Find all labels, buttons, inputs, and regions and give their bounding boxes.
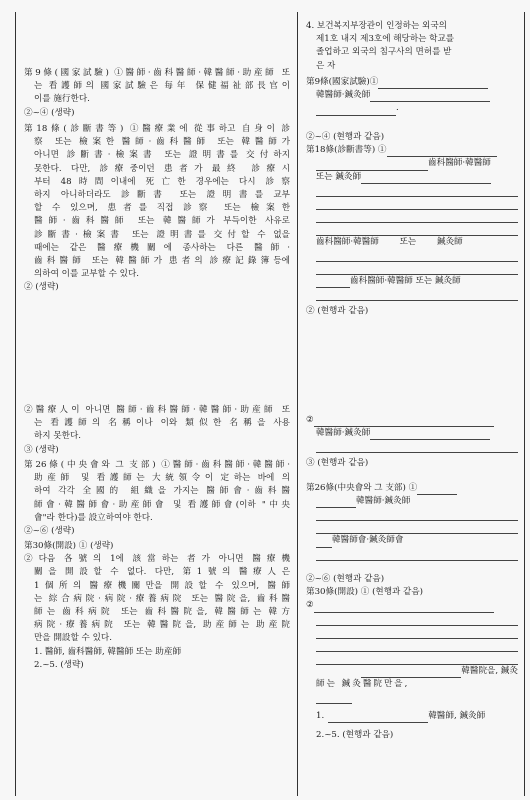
text-line: 診斷書·檢案書 또는 證明書를 交付할 수 없을 [34, 229, 290, 240]
article-9-proposed [306, 76, 518, 116]
text-line: 하지 아니하더라도 診斷書 또는 證明書를 교부 [34, 190, 290, 201]
text-line: 의하여 이를 교부할 수 있다. [34, 269, 139, 280]
article-9-current [24, 67, 290, 120]
text-line: 第9條(國家試驗)① [306, 77, 379, 87]
text-line: 부터 48時間이내에 死亡한 경우에는 다시 診察 [34, 176, 290, 187]
text-line: 關을 開設할 수 없다. 다만, 第1號의 醫療人은 [34, 567, 290, 578]
text-line: 또는 鍼灸師 [316, 171, 362, 182]
article-25-proposed [306, 414, 518, 471]
text-line: 病院·療養病院 또는 韓醫院을, 助産師는 助産院 [34, 620, 290, 631]
text-line: . [396, 103, 399, 114]
text-line: 은 자 [316, 60, 336, 71]
text-line: ②~④ (생략) [24, 107, 75, 118]
article-26-proposed [306, 482, 518, 561]
text-line: 助産師 및 看護師는 大統領令이 定하는 바에 의 [34, 473, 290, 484]
text-line: 師會·韓醫師會·助産師會 및 看護師會(이하 "中央 [34, 499, 290, 510]
text-line: ② [306, 415, 314, 425]
text-line: 4. 보건복지부장관이 인정하는 외국의 [306, 21, 447, 31]
article-30-current [24, 540, 290, 672]
article-18-current [24, 123, 290, 295]
text-line: 第30條(開設) ① (현행과 같음) [306, 587, 424, 598]
text-line: 만을 開設할 수 있다. [34, 633, 112, 644]
text-line: 또는 [399, 236, 417, 247]
text-line: 하지 못한다. [34, 431, 81, 442]
text-line: ②~⑥ (현행과 같음) [306, 574, 385, 584]
text-line: 는 看護師의 名稱이나 이와 類似한 名稱을 사용 [34, 418, 290, 429]
text-line: 못한다. 다만, 診療중이던 患者가 最終 診療시 [34, 163, 290, 174]
text-line: 第30條(開設) ① (생략) [24, 541, 114, 551]
text-line: 졸업하고 외국의 침구사의 면허를 받 [316, 47, 452, 58]
text-line: 는 綜合病院·病院·療養病院 또는 醫院을, 齒科醫 [34, 593, 290, 604]
text-line: 제1호 내지 제3호에 해당하는 학교를 [316, 34, 455, 45]
text-line: ② (현행과 같음) [306, 306, 369, 317]
text-line: ②다음 各號의 1에 該當하는 者가 아니면 醫療機 [24, 554, 290, 565]
text-line: ③ (생략) [24, 444, 59, 455]
text-line: 齒科醫師·韓醫師 [428, 158, 491, 169]
text-line: 1個所의 醫療機關만을 開設할 수 있으며, 醫師 [34, 580, 290, 591]
text-line: ② [306, 600, 314, 611]
text-line: 會"라 한다)를 設立하여야 한다. [34, 512, 153, 523]
text-line: 鍼灸師 [436, 236, 463, 247]
text-line: 1. [316, 711, 325, 722]
text-line: 아니면 診斷書·檢案書 또는 證明書를 交付하지 [34, 150, 290, 161]
text-line: 第9條(國家試驗) ①醫師·齒科醫師·韓醫師·助産師 또 [24, 68, 290, 78]
text-line: 때에는 같은 醫療機關에 종사하는 다른 醫師· [34, 242, 290, 253]
text-line: 齒科醫師·韓醫師 [316, 236, 379, 247]
article-25-current [24, 404, 290, 457]
text-line: 齒科醫師·韓醫師 또는 鍼灸師 [350, 276, 461, 287]
text-line: 이를 施行한다. [34, 94, 90, 105]
text-line: 韓醫師, 鍼灸師 [428, 711, 486, 722]
text-line: ③ (현행과 같음) [306, 458, 369, 469]
article-18-proposed [306, 131, 518, 318]
text-line: ②~⑥ (생략) [24, 526, 75, 537]
text-line: 하여 각각 全國的 組織을 가지는 醫師會·齒科醫 [34, 486, 290, 497]
text-line: 師는 齒科病院 또는 齒科醫院을, 韓醫師는 韓方 [34, 607, 290, 618]
text-line: 1. 醫師, 齒科醫師, 韓醫師 또는 助産師 [34, 646, 182, 657]
text-line: 第18條(診斷書等) ① [306, 145, 387, 156]
text-line: 韓醫師·鍼灸師 [316, 90, 371, 101]
text-line: 2.~5. (현행과 같음) [316, 730, 394, 741]
text-line: ② (생략) [24, 282, 59, 293]
text-line: 2.~5. (생략) [34, 659, 84, 670]
text-line: 師는 鍼灸醫院만을, [316, 678, 410, 689]
text-line: 第18條(診斷書等) ①醫療業에 從事하고 自身이 診 [24, 124, 290, 134]
text-line: 齒科醫師 또는 韓醫師가 患者의 診療記錄簿등에 [34, 256, 290, 267]
text-line: 는 看護師의 國家試驗은 每年 保健福祉部長官이 [34, 81, 290, 92]
text-line: 察 또는 檢案한 醫師·齒科醫師 또는 韓醫師가 [34, 137, 290, 148]
text-line: ②醫療人이 아니면 醫師·齒科醫師·韓醫師·助産師 또 [24, 405, 290, 415]
text-line: 韓醫院을, 鍼灸 [461, 665, 518, 676]
text-line: ②~④ (현행과 같음) [306, 132, 385, 142]
text-line: 韓醫師·鍼灸師 [356, 496, 411, 507]
text-line: 韓醫師·鍼灸師 [316, 428, 371, 439]
column-divider [297, 12, 298, 796]
text-line: 第26條(中央會와 그 支部) ①醫師·齒科醫師·韓醫師· [24, 460, 290, 470]
text-line: 할 수 있으며, 患者를 직접 診察 또는 檢案한 [34, 203, 290, 214]
text-line: 醫師·齒科醫師 또는 韓醫師가 부득이한 사유로 [34, 216, 290, 227]
text-line: 第26條(中央會와 그 支部) ① [306, 483, 418, 493]
article-30-proposed [306, 573, 518, 743]
text-line: 韓醫師會·鍼灸師會 [332, 535, 404, 546]
article-26-current [24, 459, 290, 538]
item-4-proposed [306, 20, 518, 73]
